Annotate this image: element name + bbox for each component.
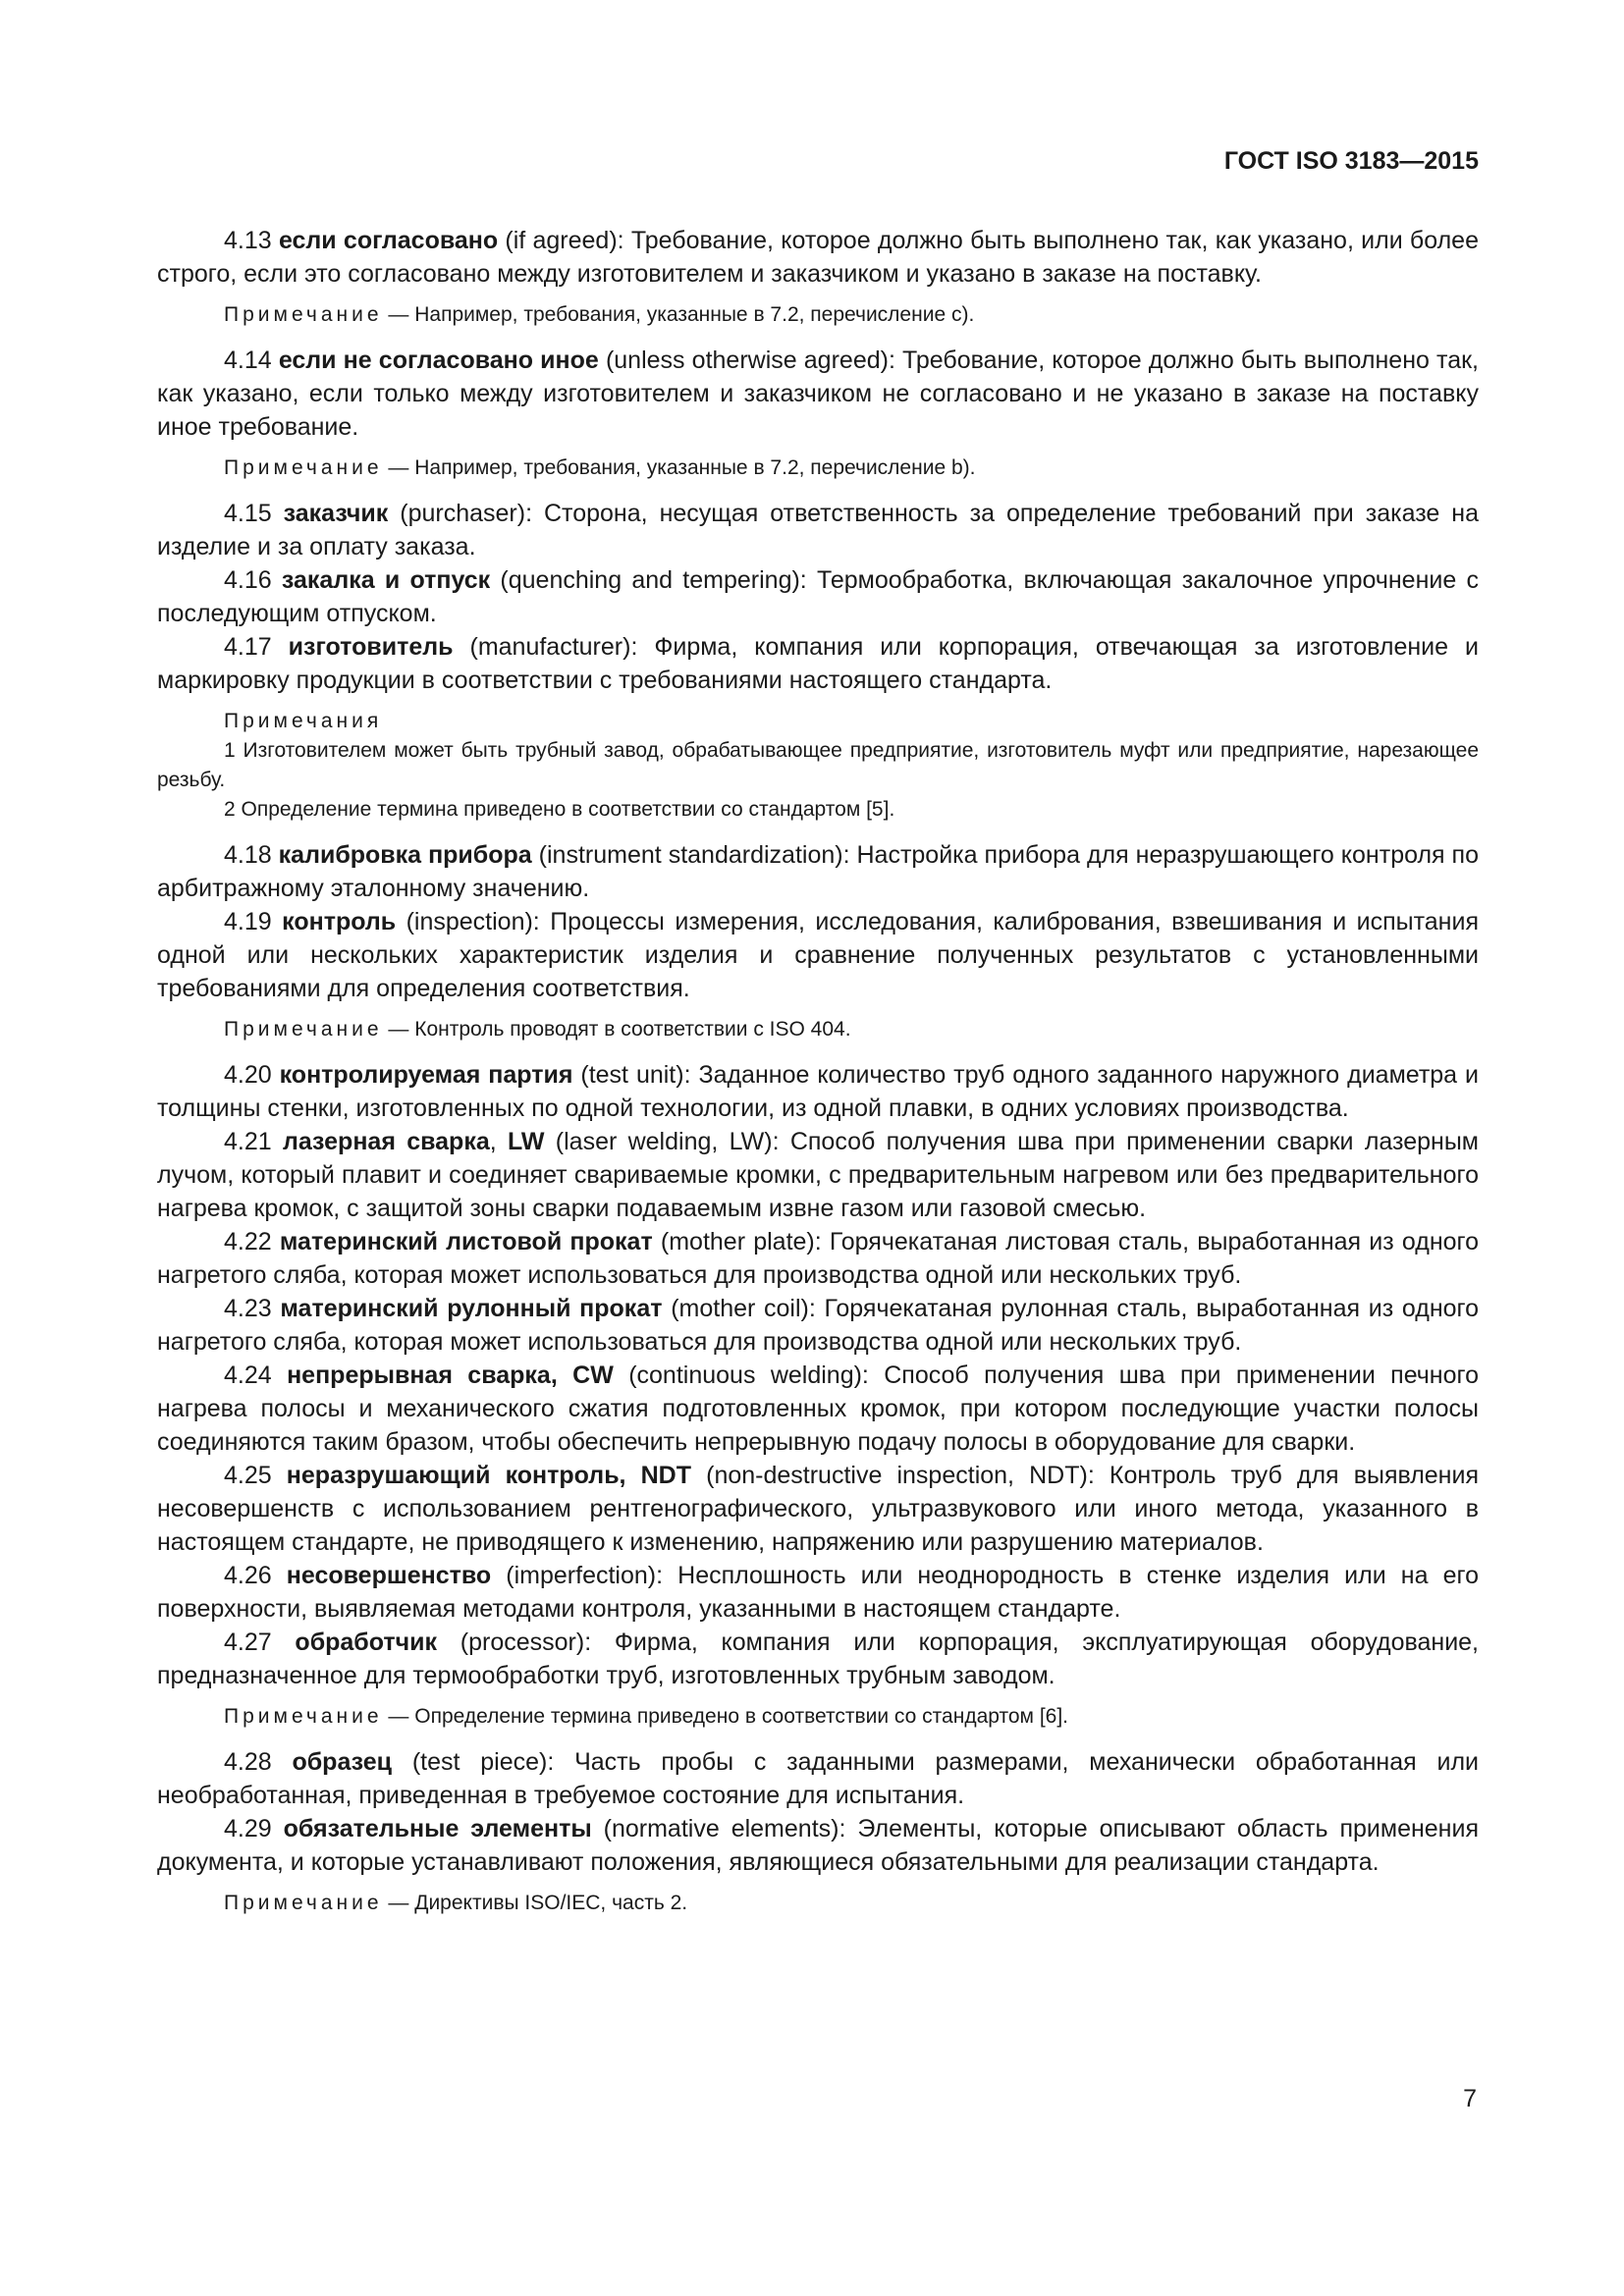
note-dash: — xyxy=(382,1892,415,1914)
clause-number: 4.15 xyxy=(224,500,272,527)
clause-number: 4.14 xyxy=(224,347,272,374)
clause-number: 4.17 xyxy=(224,633,272,661)
definition-4-16 xyxy=(157,563,1479,630)
term: контролируемая партия xyxy=(279,1061,573,1089)
note-4-27 xyxy=(224,1702,1479,1732)
definition-4-28 xyxy=(157,1745,1479,1812)
term: обработчик xyxy=(295,1629,438,1656)
term: лазерная сварка xyxy=(282,1128,490,1155)
note-dash: — xyxy=(382,303,415,326)
note-4-19 xyxy=(224,1015,1479,1044)
note-text: Контроль проводят в соответствии с ISO 404. xyxy=(414,1018,851,1041)
term: материнский листовой прокат xyxy=(279,1228,653,1255)
definition-text: (unless otherwise agreed): Требование, которое должно быть выполнено так, как указано, если только между изготовителем и заказчиком не согласовано и не указано в заказе на поставку иное требование. xyxy=(157,347,1480,441)
term: непрерывная сварка, CW xyxy=(287,1362,614,1389)
clause-number: 4.13 xyxy=(224,227,272,254)
term-abbreviation: LW xyxy=(508,1128,545,1155)
term: если согласовано xyxy=(278,227,499,254)
definition-text: (test unit): Заданное количество труб одного заданного наружного диаметра и толщины стенки, изготовленных по одной технологии, из одной плавки, в одних условиях производства. xyxy=(157,1061,1479,1122)
clause-number: 4.27 xyxy=(224,1629,272,1656)
term: обязательные элементы xyxy=(283,1815,592,1842)
note-text: Директивы ISO/IEC, часть 2. xyxy=(414,1892,688,1914)
definition-4-13 xyxy=(157,224,1479,291)
definition-4-18 xyxy=(157,838,1479,905)
term: заказчик xyxy=(283,500,389,527)
definition-text: (imperfection): Несплошность или неоднородность в стенке изделия или на его поверхности, выявляемая методами контроля, указанными в настоящем стандарте. xyxy=(157,1562,1479,1623)
term: если не согласовано иное xyxy=(278,347,599,374)
definition-text: (purchaser): Сторона, несущая ответственность за определение требований при заказе на изделие и за оплату заказа. xyxy=(157,500,1480,561)
note-item-1: 1 Изготовителем может быть трубный завод, обрабатывающее предприятие, изготовитель муфт или предприятие, нарезающее резьбу. xyxy=(157,739,1479,791)
note-4-14 xyxy=(224,454,1479,483)
definition-4-23 xyxy=(157,1292,1479,1359)
definition-4-15 xyxy=(157,497,1479,563)
definition-4-26 xyxy=(157,1559,1479,1626)
definition-4-24 xyxy=(157,1359,1479,1459)
note-item-2: 2 Определение термина приведено в соответствии со стандартом [5]. xyxy=(224,798,895,821)
note-label: Примечание xyxy=(224,1705,383,1728)
definition-text: (manufacturer): Фирма, компания или корпорация, отвечающая за изготовление и маркировку продукции в соответствии с требованиями настоящего стандарта. xyxy=(157,633,1479,694)
clause-number: 4.24 xyxy=(224,1362,272,1389)
definition-4-19 xyxy=(157,905,1479,1005)
term: образец xyxy=(292,1748,393,1776)
definition-text: (inspection): Процессы измерения, исследования, калибрования, взвешивания и испытания одной или нескольких характеристик изделия и сравнение полученных результатов с установленными требованиями для определения соответствия. xyxy=(157,908,1479,1002)
definition-text: (non-destructive inspection, NDT): Контроль труб для выявления несовершенств с использованием рентгенографического, ультразвукового или иного метода, указанного в настоящем стандарте, не приводящего к изменению, напряжению или разрушению материалов. xyxy=(157,1462,1479,1556)
clause-number: 4.16 xyxy=(224,566,272,594)
note-label: Примечание xyxy=(224,1018,383,1041)
term: материнский рулонный прокат xyxy=(280,1295,663,1322)
definition-text: (mother plate): Горячекатаная листовая сталь, выработанная из одного нагретого сляба, которая может использоваться для производства одной или нескольких труб. xyxy=(157,1228,1480,1289)
note-dash: — xyxy=(382,456,415,479)
clause-number: 4.25 xyxy=(224,1462,272,1489)
term: закалка и отпуск xyxy=(281,566,491,594)
definition-text: (if agreed): Требование, которое должно быть выполнено так, как указано, или более строго, если это согласовано между изготовителем и заказчиком и указано в заказе на поставку. xyxy=(157,227,1479,288)
note-dash: — xyxy=(382,1705,415,1728)
definition-4-22 xyxy=(157,1225,1479,1292)
term: изготовитель xyxy=(288,633,454,661)
term: несовершенство xyxy=(286,1562,492,1589)
note-label: Примечание xyxy=(224,456,383,479)
clause-number: 4.28 xyxy=(224,1748,272,1776)
definition-text: (instrument standardization): Настройка прибора для неразрушающего контроля по арбитражному эталонному значению. xyxy=(157,841,1479,902)
clause-number: 4.21 xyxy=(224,1128,272,1155)
document-body xyxy=(157,224,1479,1932)
note-dash: — xyxy=(382,1018,415,1041)
note-label: Примечание xyxy=(224,303,383,326)
clause-number: 4.29 xyxy=(224,1815,272,1842)
definition-4-29 xyxy=(157,1812,1479,1879)
note-label: Примечание xyxy=(224,1892,383,1914)
definition-text: (test piece): Часть пробы с заданными размерами, механически обработанная или необработанная, приведенная в требуемое состояние для испытания. xyxy=(157,1748,1479,1809)
definition-text: (quenching and tempering): Термообработка, включающая закалочное упрочнение с последующим отпуском. xyxy=(157,566,1479,627)
definition-4-14 xyxy=(157,344,1479,444)
definition-4-17 xyxy=(157,630,1479,697)
note-text: Например, требования, указанные в 7.2, перечисление c). xyxy=(414,303,975,326)
notes-4-17 xyxy=(157,707,1479,825)
definition-text: (laser welding, LW): Способ получения шва при применении сварки лазерным лучом, который плавит и соединяет свариваемые кромки, с предварительным нагревом или без предварительного нагрева кромок, с защитой зоны сварки подаваемым извне газом или газовой смесью. xyxy=(157,1128,1479,1222)
term: калибровка прибора xyxy=(278,841,532,869)
standard-header: ГОСТ ISO 3183—2015 xyxy=(1223,147,1479,175)
notes-label: Примечания xyxy=(224,710,383,732)
clause-number: 4.19 xyxy=(224,908,272,935)
definition-4-27 xyxy=(157,1626,1479,1692)
definition-4-20 xyxy=(157,1058,1479,1125)
term: контроль xyxy=(282,908,397,935)
term: неразрушающий контроль, NDT xyxy=(286,1462,691,1489)
definition-4-21 xyxy=(157,1125,1479,1225)
page-number: 7 xyxy=(1463,2085,1477,2112)
clause-number: 4.22 xyxy=(224,1228,272,1255)
clause-number: 4.26 xyxy=(224,1562,272,1589)
note-text: Определение термина приведено в соответствии со стандартом [6]. xyxy=(414,1705,1068,1728)
note-4-29 xyxy=(224,1889,1479,1918)
clause-number: 4.23 xyxy=(224,1295,272,1322)
definition-text: (mother coil): Горячекатаная рулонная сталь, выработанная из одного нагретого сляба, которая может использоваться для производства одной или нескольких труб. xyxy=(157,1295,1480,1356)
definition-text: (normative elements): Элементы, которые описывают область применения документа, и которые устанавливают положения, являющиеся обязательными для реализации стандарта. xyxy=(157,1815,1479,1876)
definition-4-25 xyxy=(157,1459,1479,1559)
note-text: Например, требования, указанные в 7.2, перечисление b). xyxy=(414,456,976,479)
term-separator: , xyxy=(489,1128,508,1155)
definition-text: (continuous welding): Способ получения шва при применении печного нагрева полосы и механического сжатия подготовленных кромок, при котором последующие участки полосы соединяются таким бразом, чтобы обеспечить непрерывную подачу полосы в оборудование для сварки. xyxy=(157,1362,1479,1456)
clause-number: 4.18 xyxy=(224,841,272,869)
note-4-13 xyxy=(224,300,1479,330)
definition-text: (processor): Фирма, компания или корпорация, эксплуатирующая оборудование, предназначенное для термообработки труб, изготовленных трубным заводом. xyxy=(157,1629,1480,1689)
clause-number: 4.20 xyxy=(224,1061,272,1089)
